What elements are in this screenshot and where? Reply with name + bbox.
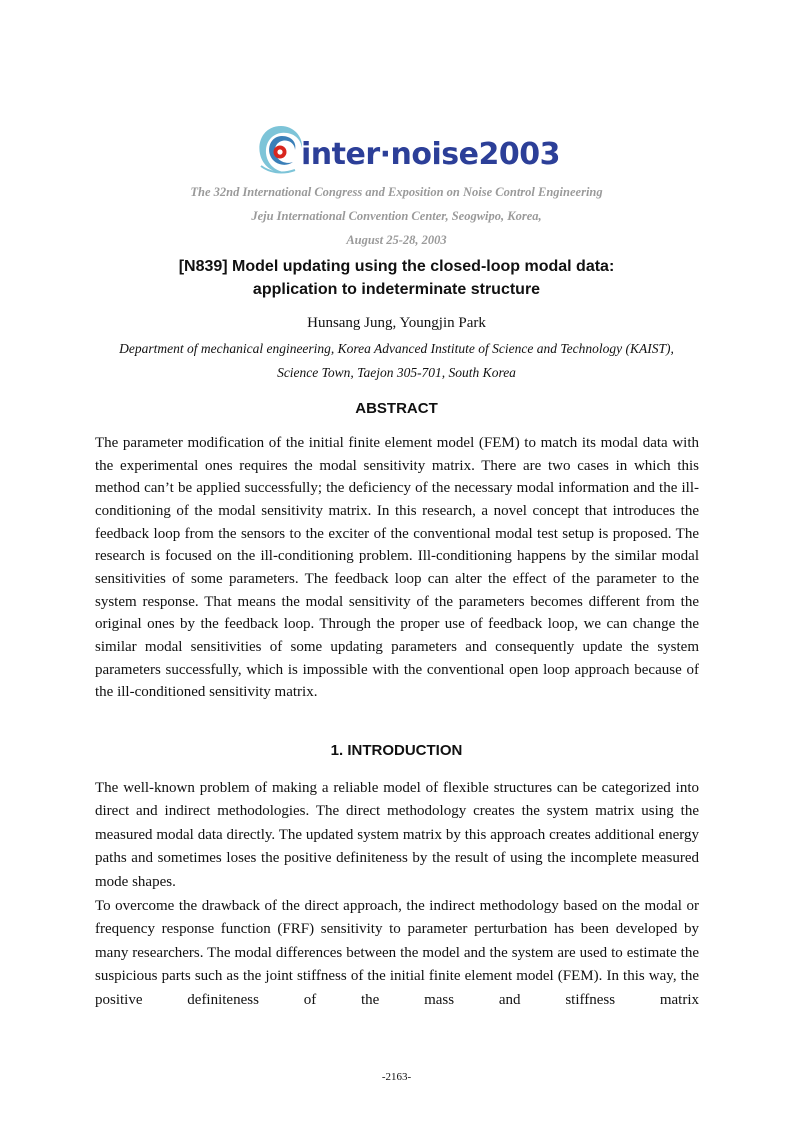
abstract-heading: ABSTRACT xyxy=(355,400,438,417)
affiliation-line-2: Science Town, Taejon 305-701, South Korea xyxy=(277,365,516,380)
abstract-text: The parameter modification of the initial finite element model (FEM) to match its modal data with the experimental ones requires the modal sensitivity matrix. There are two cases in which this method can’t be applied successfully; the deficiency of the necessary modal information and the ill-conditioning of the modal sensitivity matrix. In this research, a novel concept that introduces the feedback loop from the sensors to the exciter of the conventional modal test setup is proposed. The research is focused on the ill-conditioning problem. Ill-conditioning happens by the similar modal sensitivities of some parameters. The feedback loop can alter the effect of the parameter to the system response. That means the modal sensitivity of the parameters becomes different from the original ones by the feedback loop. Through the proper use of feedback loop, we can change the similar modal sensitivities of some updating parameters and consequently update the system parameters successfully, which is impossible with the conventional open loop approach because of the ill-conditioned sensitivity matrix. xyxy=(95,435,699,701)
introduction-paragraph-1: The well-known problem of making a reliable model of flexible structures can be categorized into direct and indirect methodologies. The direct methodology creates the system matrix using the measured modal data directly. The updated system matrix by this approach creates additional energy paths and sometimes loses the positive definiteness by the result of using the incomplete measured mode shapes. xyxy=(95,780,699,890)
affiliation-line-1: Department of mechanical engineering, Korea Advanced Institute of Science and Technology (KAIST), xyxy=(119,341,674,356)
conference-name: The 32nd International Congress and Exposition on Noise Control Engineering xyxy=(190,185,603,199)
introduction-heading: 1. INTRODUCTION xyxy=(330,742,463,759)
swirl-logo-icon xyxy=(255,122,307,178)
paper-title-line-2: application to indeterminate structure xyxy=(252,281,541,298)
page-number: -2163- xyxy=(381,1071,412,1083)
paper-title-line-1: [N839] Model updating using the closed-loop modal data: xyxy=(178,258,615,275)
conference-dates: August 25-28, 2003 xyxy=(346,233,447,247)
authors: Hunsang Jung, Youngjin Park xyxy=(307,315,486,331)
logo-wordmark: inter·noise2003 xyxy=(301,136,560,172)
introduction-paragraph-2: To overcome the drawback of the direct approach, the indirect methodology based on the modal or frequency response function (FRF) sensitivity to parameter perturbation has been developed by many researchers. The modal differences between the model and the system are used to estimate the suspicious parts such as the joint stiffness of the initial finite element model (FEM). In this way, the positive definiteness of the mass and stiffness matrix xyxy=(95,898,699,1008)
conference-logo xyxy=(255,121,560,179)
conference-venue: Jeju International Convention Center, Seogwipo, Korea, xyxy=(251,209,542,223)
